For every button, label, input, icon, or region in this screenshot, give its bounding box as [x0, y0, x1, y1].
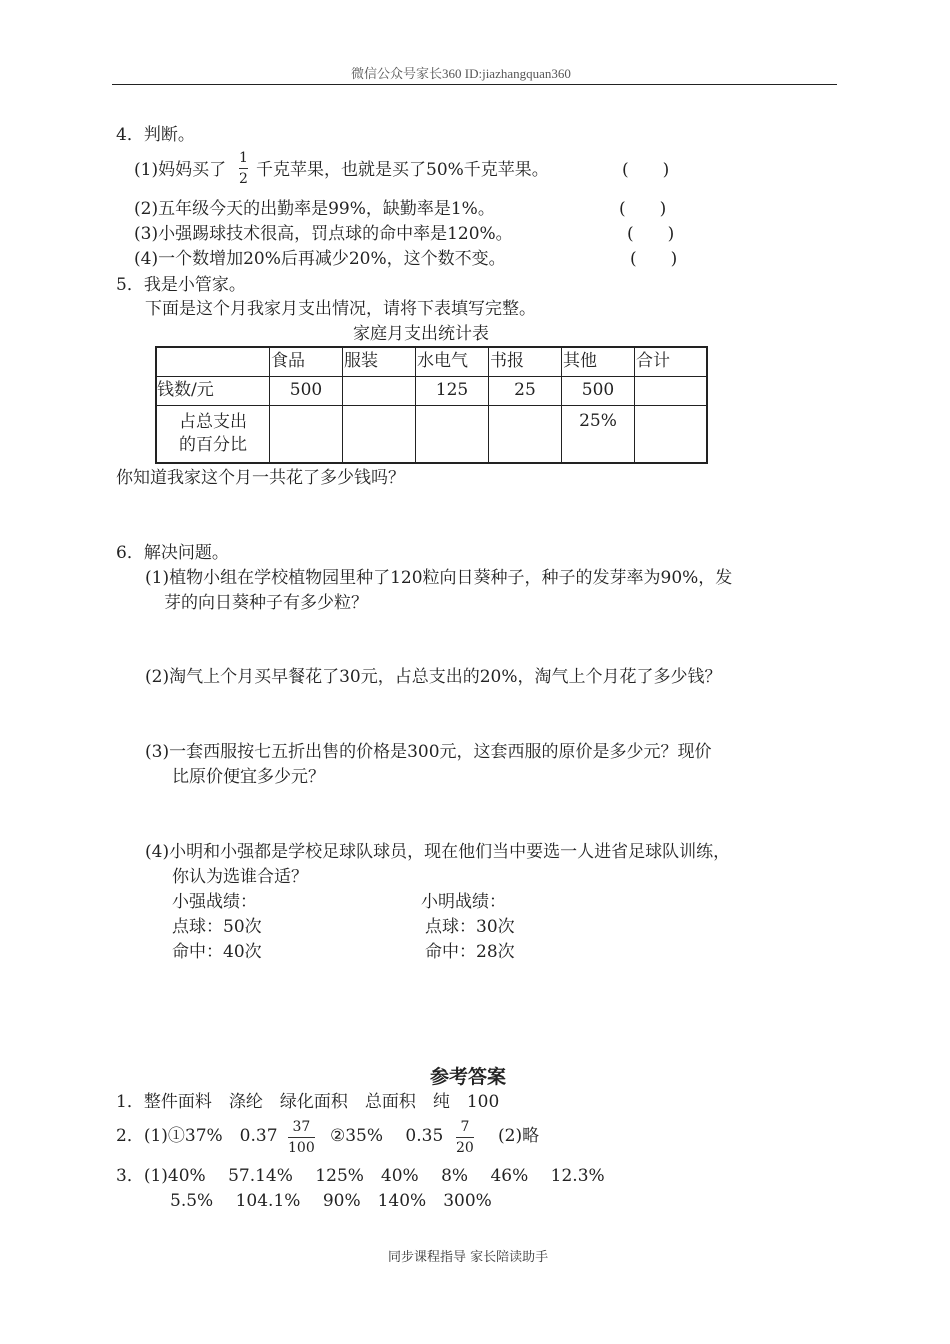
header-utilities: 水电气 — [416, 347, 489, 376]
answers-title: 参考答案 — [430, 1066, 507, 1088]
q4-item-4: (4)一个数增加20%后再减少20%，这个数不变。 — [134, 249, 506, 269]
table-row-percent — [156, 405, 707, 463]
answer-2-pre: 2．(1)①37% 0.37 — [116, 1126, 278, 1146]
answer-3-line2: 5.5% 104.1% 90% 140% 300% — [170, 1191, 492, 1211]
money-total-blank — [635, 376, 708, 405]
header-other: 其他 — [562, 347, 635, 376]
xiaoming-shots: 点球：30次 — [425, 917, 515, 937]
row-label-percent-line1: 占总支出 — [179, 411, 247, 432]
money-utilities: 125 — [416, 376, 489, 405]
q4-item-1-answer-paren: ( ) — [622, 160, 670, 180]
table-header-row — [156, 347, 707, 376]
q5-title: 5．我是小管家。 — [116, 275, 246, 295]
answer-2-fraction-1 — [288, 1120, 315, 1155]
q4-item-4-answer-paren: ( ) — [630, 249, 678, 269]
header-clothing: 服装 — [343, 347, 416, 376]
table-corner-cell — [156, 347, 270, 376]
answer-2-fraction-2 — [456, 1120, 474, 1155]
q4-item-2: (2)五年级今天的出勤率是99%，缺勤率是1%。 — [134, 199, 495, 219]
q4-item-1-fraction — [239, 151, 248, 186]
money-food: 500 — [270, 376, 343, 405]
q4-item-3-answer-paren: ( ) — [627, 224, 675, 244]
fraction-numerator: 7 — [460, 1119, 470, 1135]
fraction-denominator: 2 — [239, 171, 248, 187]
fraction-bar — [456, 1137, 474, 1138]
q6-problem-3-line1: (3)一套西服按七五折出售的价格是300元，这套西服的原价是多少元？现价 — [145, 742, 712, 762]
header-books: 书报 — [489, 347, 562, 376]
answer-3-line1: 3．(1)40% 57.14% 125% 40% 8% 46% 12.3% — [116, 1166, 605, 1186]
q6-problem-2: (2)淘气上个月买早餐花了30元，占总支出的20%，淘气上个月花了多少钱？ — [145, 667, 722, 687]
fraction-bar — [288, 1137, 315, 1138]
percent-clothing-blank — [343, 405, 416, 463]
money-books: 25 — [489, 376, 562, 405]
fraction-numerator: 1 — [239, 150, 248, 166]
percent-total-blank — [635, 405, 708, 463]
xiaoming-record-title: 小明战绩： — [421, 892, 506, 912]
q6-title: 6．解决问题。 — [116, 543, 229, 563]
xiaoqiang-shots: 点球：50次 — [172, 917, 262, 937]
expense-table — [155, 346, 708, 464]
header-food: 食品 — [270, 347, 343, 376]
money-other: 500 — [562, 376, 635, 405]
header-total: 合计 — [635, 347, 708, 376]
q4-item-3: (3)小强踢球技术很高，罚点球的命中率是120%。 — [134, 224, 513, 244]
answer-2-mid: ②35% 0.35 — [330, 1126, 444, 1146]
q6-problem-1-line2: 芽的向日葵种子有多少粒？ — [164, 593, 368, 613]
xiaoqiang-record-title: 小强战绩： — [172, 892, 257, 912]
percent-books-blank — [489, 405, 562, 463]
fraction-denominator: 20 — [456, 1140, 474, 1156]
q5-intro: 下面是这个月我家月支出情况，请将下表填写完整。 — [145, 299, 536, 319]
q6-problem-4-line2: 你认为选谁合适？ — [172, 867, 308, 887]
page-footer-text: 同步课程指导 家长陪读助手 — [388, 1250, 549, 1265]
percent-food-blank — [270, 405, 343, 463]
table-title: 家庭月支出统计表 — [353, 324, 489, 344]
fraction-bar — [239, 168, 248, 169]
xiaoqiang-hits: 命中：40次 — [172, 942, 262, 962]
row-label-percent-line2: 的百分比 — [179, 434, 247, 455]
q4-item-1-pre: (1)妈妈买了 — [134, 160, 227, 180]
q4-item-1-post: 千克苹果，也就是买了50%千克苹果。 — [256, 160, 549, 180]
row-label-percent — [156, 405, 270, 463]
money-clothing-blank — [343, 376, 416, 405]
q5-question: 你知道我家这个月一共花了多少钱吗？ — [116, 468, 405, 488]
q6-problem-4-line1: (4)小明和小强都是学校足球队球员，现在他们当中要选一人进省足球队训练， — [145, 842, 731, 862]
xiaoming-hits: 命中：28次 — [425, 942, 515, 962]
table-row-money — [156, 376, 707, 405]
fraction-denominator: 100 — [288, 1140, 315, 1156]
fraction-numerator: 37 — [292, 1119, 311, 1135]
answer-2-post: (2)略 — [498, 1126, 540, 1146]
q4-title: 4．判断。 — [116, 125, 195, 145]
page-header-text: 微信公众号家长360 ID:jiazhangquan360 — [351, 66, 571, 81]
percent-utilities-blank — [416, 405, 489, 463]
answer-1: 1．整件面料 涤纶 绿化面积 总面积 纯 100 — [116, 1092, 500, 1112]
q6-problem-3-line2: 比原价便宜多少元？ — [172, 767, 325, 787]
header-rule — [112, 84, 837, 85]
q4-item-2-answer-paren: ( ) — [619, 199, 667, 219]
percent-other: 25% — [562, 405, 635, 463]
row-label-money: 钱数/元 — [156, 376, 270, 405]
q6-problem-1-line1: (1)植物小组在学校植物园里种了120粒向日葵种子，种子的发芽率为90%，发 — [145, 568, 733, 588]
